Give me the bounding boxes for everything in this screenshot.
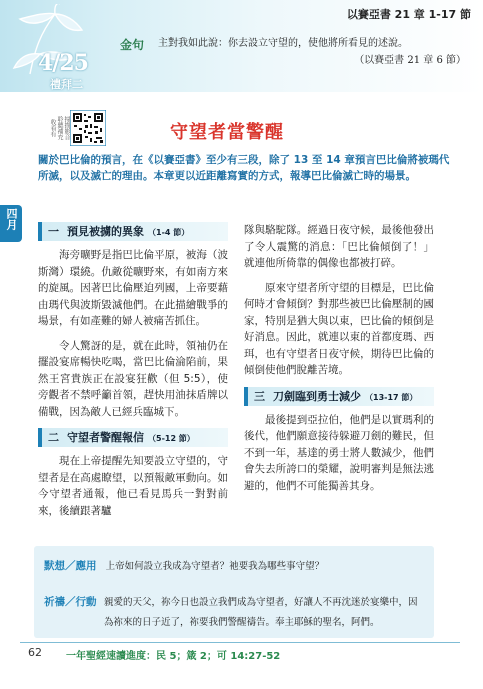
date-display: 4/25 — [38, 50, 88, 76]
reflection-label: 默想／應用 — [44, 560, 97, 572]
section-range: （5-12 節） — [148, 434, 195, 443]
paragraph: 海旁曠野是指巴比倫平原，被海（波斯灣）環繞。仇敵從曠野來，有如南方來的旋風。因著巴比倫壓迫列國，上帝要藉由瑪代與波斯毀滅他們。在此描繪戰爭的場景，有如產難的婦人被痛苦抓住。 — [38, 249, 228, 327]
prayer-text: 親愛的天父，祢今日也設立我們成為守望者，好讓人不再沈迷於宴樂中，因為祢來的日子近了，祢要我們警醒禱告。奉主耶穌的聖名，阿們。 — [104, 597, 418, 628]
paragraph: 現在上帝提醒先知要設立守望的，守望者是在高處瞭望，以預報敵軍動向。如今守望者通報，他已看見馬兵一對對前來，後續跟著驢 — [38, 455, 228, 517]
page-number: 62 — [28, 646, 42, 659]
footer-divider — [20, 642, 460, 643]
month-tab — [0, 205, 22, 242]
section-title: 刀劍臨到勇士減少 — [273, 389, 361, 403]
section-heading-3 — [244, 387, 434, 406]
right-column — [244, 222, 434, 494]
memory-verse-source: （以賽亞書 21 章 6 節） — [354, 55, 466, 66]
qr-code-icon[interactable] — [70, 110, 106, 146]
paragraph: 隊與駱駝隊。經過日夜守候，最後他發出了令人震驚的消息：「巴比倫傾倒了！」就連他所倚靠的偶像也都被打碎。 — [244, 224, 434, 269]
section-title: 守望者警醒報信 — [67, 431, 144, 444]
reading-plan: 一年聖經速讀進度：民 5；箴 2；可 14:27-52 — [66, 651, 281, 662]
paragraph: 最後提到亞拉伯，他們是以實瑪利的後代，他們願意接待躲避刀劍的難民，但不到一年，基達的勇士將人數減少，他們會失去所誇口的榮耀，說明審判是無法逃避的，他們不可能獨善其身。 — [244, 413, 434, 492]
section-number: 三 — [254, 389, 265, 403]
prayer-text-wrap — [104, 590, 422, 630]
month-tab-label: 四月 — [5, 208, 18, 230]
section-number: 二 — [48, 431, 59, 444]
section-heading-2 — [38, 428, 228, 447]
scan-hint-text: 掃描影音 聆聽補充 收看有 — [49, 116, 70, 140]
section-range: （13-17 節） — [365, 392, 418, 402]
reflection-text: 上帝如何設立我成為守望者？祂要我為哪些事守望？ — [105, 561, 325, 572]
paragraph: 令人驚訝的是，就在此時，領袖仍在擺設宴席暢快吃喝，當巴比倫淪陷前，果然王宮貴族正在設宴狂歡（但 5:5），使旁觀者不禁呼籲首領，趕快用油抹盾牌以備戰，因為敵人已經兵臨城下。 — [38, 339, 228, 418]
page-title: 守望者當警醒 — [170, 122, 284, 143]
reflection-box — [34, 546, 434, 638]
section-range: （1-4 節） — [148, 228, 190, 237]
memory-verse-text: 主對我如此說：你去設立守望的，使他將所看見的述說。 — [158, 38, 408, 49]
left-column — [38, 222, 228, 519]
section-title: 預見被擄的異象 — [67, 225, 144, 238]
prayer-label-wrap — [44, 590, 104, 609]
reflection-row — [44, 554, 424, 574]
memory-verse-label: 金句 — [120, 38, 145, 52]
paragraph: 原來守望者所守望的目標是，巴比倫何時才會傾倒？對那些被巴比倫壓制的國家，特別是猶大與以東，巴比倫的傾倒是好消息。因此，就連以東的首都度瑪、西珥，也有守望者日夜守候，期待巴比倫的傾倒使他們脫離苦境。 — [244, 281, 434, 376]
weekday-label: 禮拜二 — [50, 78, 83, 91]
section-heading-1 — [38, 222, 228, 241]
section-number: 一 — [48, 225, 59, 238]
scripture-reference: 以賽亞書 21 章 1-17 節 — [346, 8, 471, 21]
intro-paragraph: 關於巴比倫的預言，在《以賽亞書》至少有三段，除了 13 至 14 章預言巴比倫將被瑪代所滅，以及滅亡的理由。本章更以近距離寫實的方式，報導巴比倫滅亡時的場景。 — [38, 154, 450, 182]
prayer-label: 祈禱／行動 — [44, 596, 97, 608]
